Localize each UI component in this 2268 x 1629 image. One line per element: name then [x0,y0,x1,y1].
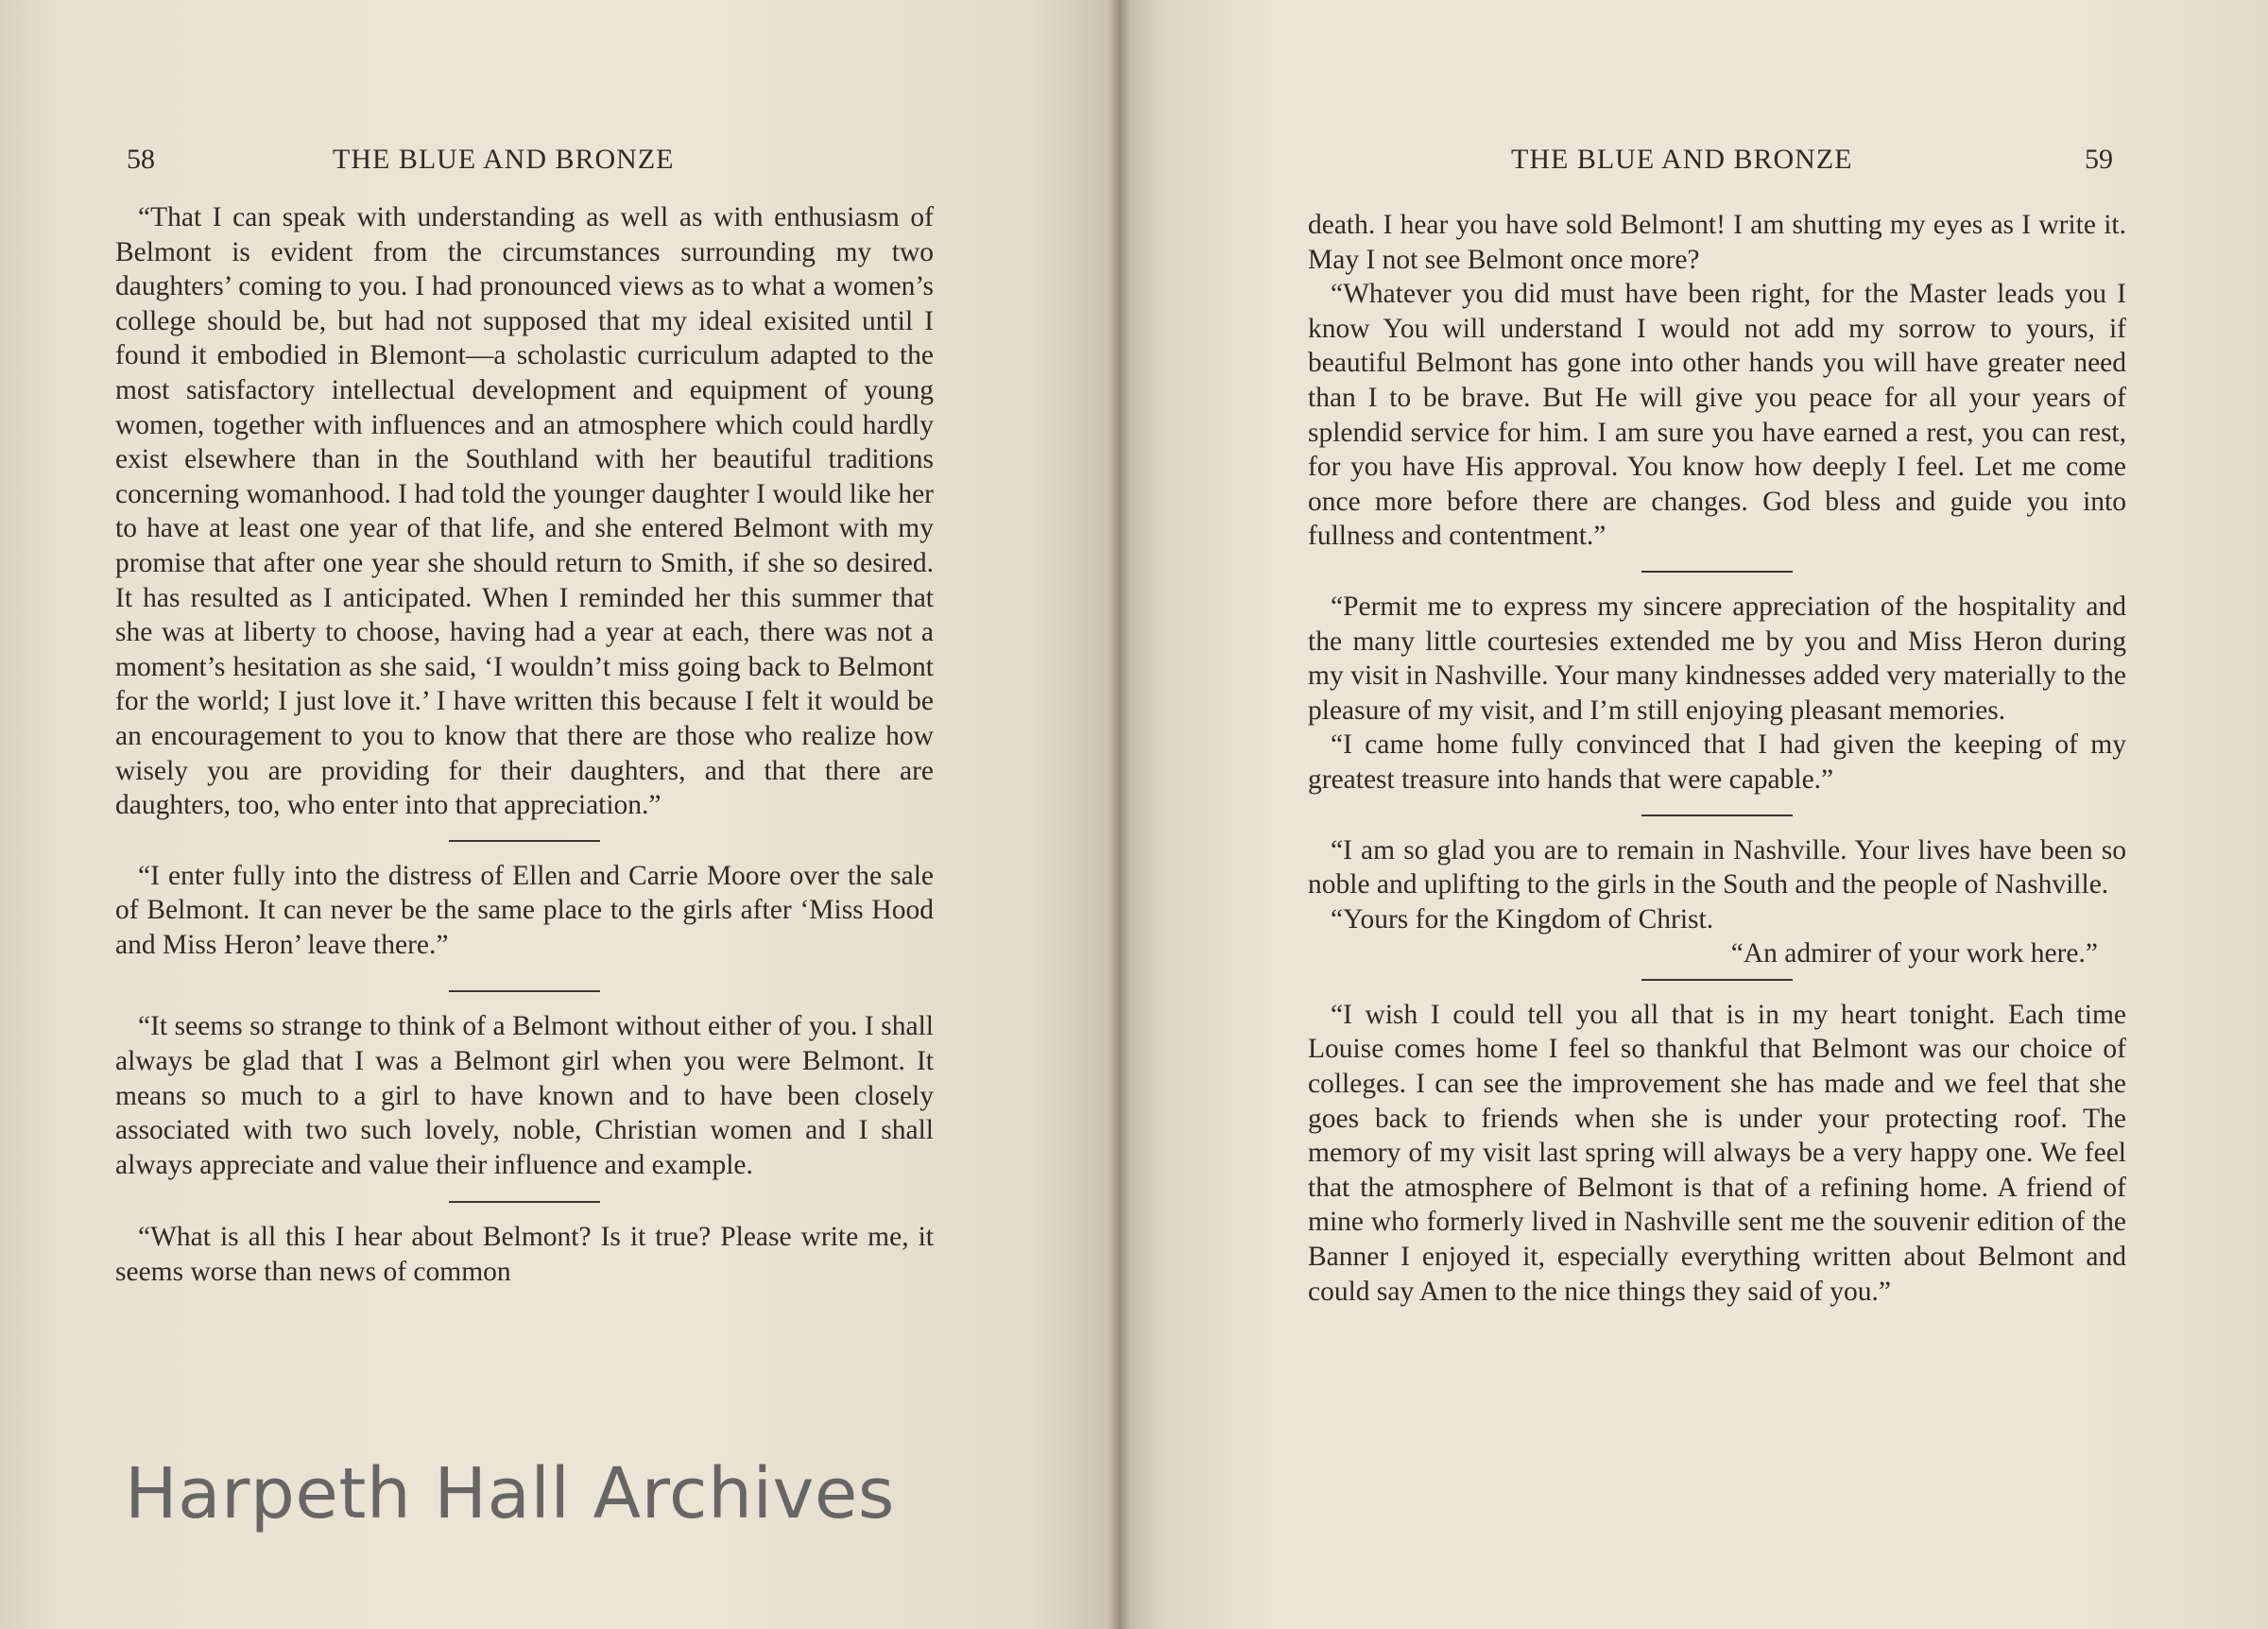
section-divider [449,1201,600,1203]
letter-paragraph: “Whatever you did must have been right, for the Master leads you I know You will understand I would not add my sorrow to yours, if beautiful Belmont has gone into other hands you will have greater need than I to be brave. But He will give you peace for all your years of splendid service for him. I am sure you have earned a rest, you can rest, for you have His approval. You know how deeply I feel. Let me come once more before there are changes. God bless and guide you into fullness and contentment.” [1308,279,2126,552]
book-gutter [1108,0,1130,1629]
section-divider [449,990,600,992]
section-divider [1641,571,1793,573]
archive-watermark: Harpeth Hall Archives [125,1453,895,1535]
letter-paragraph: “I enter fully into the distress of Ellen and Carrie Moore over the sale of Belmont. It can never be the same place to the girls after ‘Miss Hood and Miss Heron’ leave there.” [115,860,934,960]
left-text-block [115,200,934,1290]
letter-paragraph: “That I can speak with understanding as well as with enthusiasm of Belmont is evident from the circumstances surrounding my two daughters’ coming to you. I had pronounced views as to what a women’s college should be, but had not supposed that my ideal exisited until I found it embodied in Blemont—a scholastic curriculum adapted to the most satisfactory intellectual development and equipment of young women, together with influences and an atmosphere which could hardly exist elsewhere than in the Southland with her beautiful traditions concerning womanhood. I had told the younger daughter I would like her to have at least one year of that life, and she entered Belmont with my promise that after one year she should return to Smith, if she so desired. It has resulted as I anticipated. When I reminded her this summer that she was at liberty to choose, having had a year at each, there was not a moment’s hesitation as she said, ‘I wouldn’t miss going back to Belmont for the world; I just love it.’ I have written this because I felt it would be an encouragement to you to know that there are those who realize how wisely you are providing for their daughters, and that there are daughters, too, who enter into that appreciation.” [115,202,934,821]
letter-signoff: “An admirer of your work here.” [1730,938,2098,969]
letter [1308,208,2126,554]
letter [115,1009,934,1182]
letter-paragraph: “I am so glad you are to remain in Nashville. Your lives have been so noble and uplifting to the girls in the South and the people of Nashville. [1308,834,2126,900]
letter-paragraph: “Permit me to express my sincere appreciation of the hospitality and the many little courtesies extended me by you and Miss Heron during my visit in Nashville. Your many kindnesses added very materially to the pleasure of my visit, and I’m still enjoying pleasant memories. [1308,591,2126,726]
letter-paragraph: “It seems so strange to think of a Belmont without either of you. I shall always be glad that I was a Belmont girl when you were Belmont. It means so much to a girl to have known and to have been closely associated with two such lovely, noble, Christian women and I shall always appreciate and value their influence and example. [115,1011,934,1180]
letter [115,1220,934,1289]
left-page [0,0,1119,1629]
letter-paragraph: “I came home fully convinced that I had given the keeping of my greatest treasure into hands that were capable.” [1308,729,2126,795]
letter [1308,590,2126,797]
section-divider [1641,814,1793,816]
right-page [1119,0,2268,1629]
letter [115,200,934,823]
page-number-right: 59 [2085,144,2113,175]
letter [1308,998,2126,1309]
letter [1308,833,2126,971]
letter-paragraph: “I wish I could tell you all that is in my heart tonight. Each time Louise comes home I feel so thankful that Belmont was our choice of colleges. I can see the improvement she has made and we feel that she goes back to friends when she is under your protecting roof. The memory of my visit last spring will always be a very happy one. We feel that the atmosphere of Belmont is that of a refining home. A friend of mine who formerly lived in Nashville sent me the souvenir edition of the Banner I enjoyed it, especially everything written about Belmont and could say Amen to the nice things they said of you.” [1308,999,2126,1307]
section-divider [449,840,600,842]
letter [115,859,934,963]
right-text-block [1308,208,2126,1309]
section-divider [1641,979,1793,981]
letter-paragraph: “What is all this I hear about Belmont? Is it true? Please write me, it seems worse than news of common [115,1222,934,1288]
letter-paragraph: death. I hear you have sold Belmont! I am shutting my eyes as I write it. May I not see Belmont once more? [1308,210,2126,275]
letter-paragraph: “Yours for the Kingdom of Christ. [1331,903,1714,935]
running-head-right: THE BLUE AND BRONZE [1511,144,1853,175]
running-head-left: THE BLUE AND BRONZE [333,144,675,175]
page-number-left: 58 [127,144,155,175]
